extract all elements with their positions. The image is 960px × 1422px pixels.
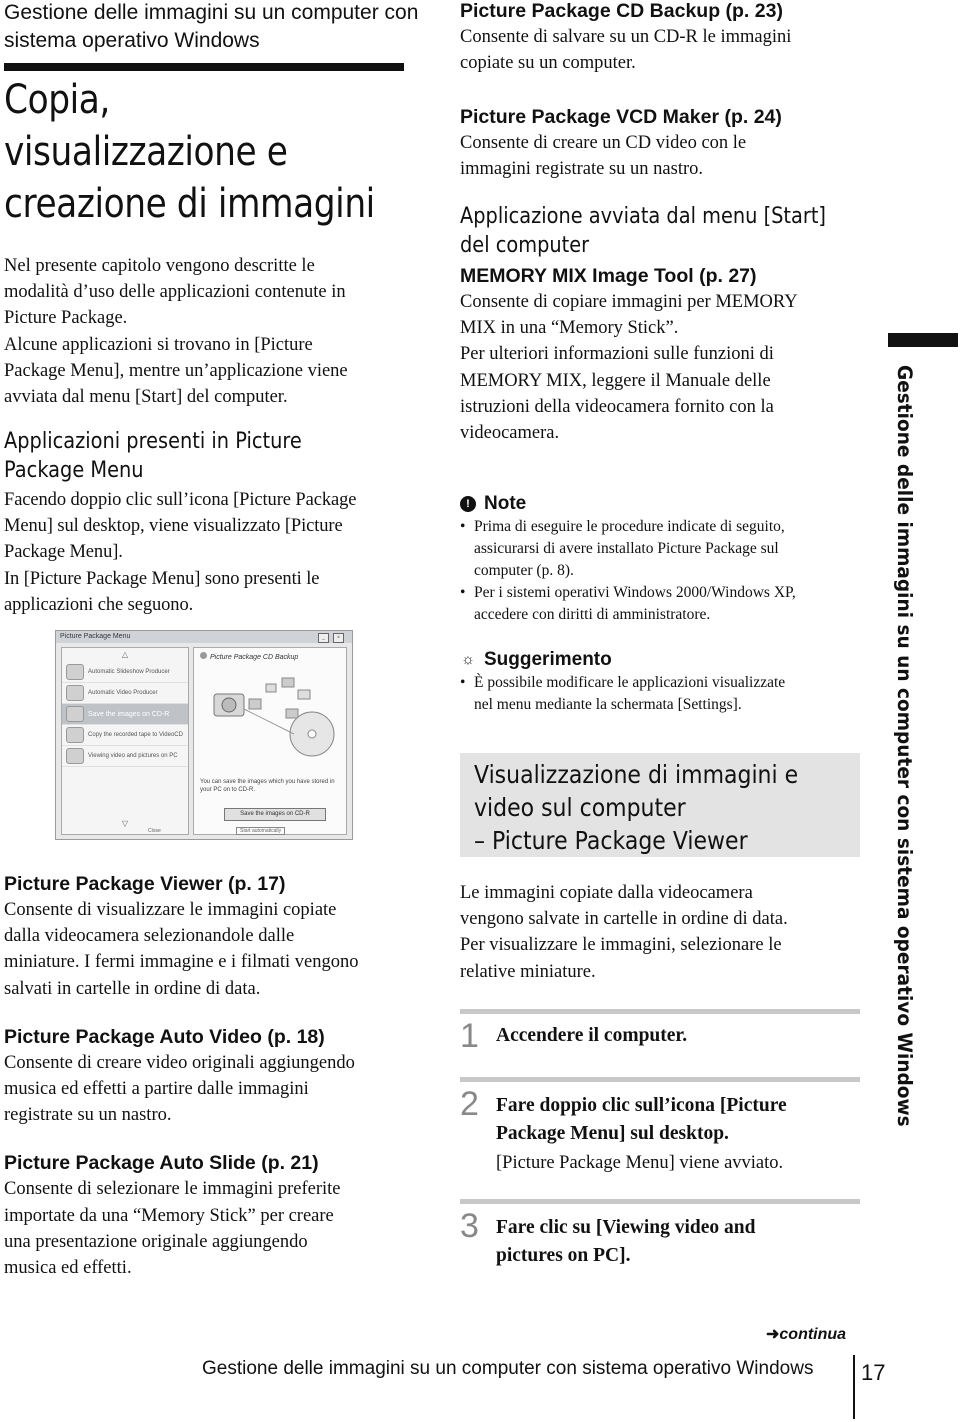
section-header-line-2: sistema operativo Windows <box>4 29 260 52</box>
heading-line: Applicazioni presenti in Picture <box>4 429 302 454</box>
screenshot-footer-right: Start automatically <box>236 827 285 835</box>
app-line: Consente di salvare su un CD-R le immagini <box>460 27 792 47</box>
note-icon: ! <box>460 496 476 512</box>
screenshot-footer-left: Close <box>148 828 161 834</box>
detail-title: Picture Package CD Backup <box>200 652 298 661</box>
body-line: Package Menu]. <box>4 542 123 563</box>
app-line: salvati in cartelle in ordine di data. <box>4 978 261 999</box>
app-title: MEMORY MIX Image Tool (p. 27) <box>460 265 757 287</box>
menu-item: Viewing video and pictures on PC <box>62 746 188 767</box>
continue-label: continua <box>779 1326 847 1343</box>
menu-list <box>61 647 189 835</box>
heading-line: – Picture Package Viewer <box>474 826 748 855</box>
viewer-intro-line: vengono salvate in cartelle in ordine di data. <box>460 909 788 930</box>
note-line: accedere con diritti di amministratore. <box>474 606 711 623</box>
page-title <box>4 74 435 230</box>
window-titlebar <box>56 631 352 643</box>
note-item <box>460 516 862 582</box>
app-line: Per ulteriori informazioni sulle funzioni di <box>460 344 774 365</box>
app-entry <box>4 1024 404 1129</box>
step-note: [Picture Package Menu] viene avviato. <box>496 1153 784 1173</box>
step-number: 1 <box>460 1017 479 1055</box>
save-button: Save the images on CD-R <box>224 808 326 821</box>
scroll-down-icon: ▽ <box>121 819 129 828</box>
app-line: dalla videocamera selezionandole dalle <box>4 926 295 947</box>
app-line: musica ed effetti a partire dalle immagini <box>4 1079 309 1100</box>
footer-section-title: Gestione delle immagini su un computer con sistema operativo Windows <box>202 1358 814 1379</box>
app-line: miniature. I fermi immagine e i filmati vengono <box>4 952 359 973</box>
start-section-heading <box>460 202 876 260</box>
picture-package-menu-screenshot <box>55 630 353 840</box>
step-body <box>496 1022 687 1050</box>
viewer-intro <box>460 880 862 985</box>
app-entry <box>4 1150 404 1281</box>
detail-description: You can save the images which you have stored in your PC on to CD-R. <box>200 779 335 793</box>
tip-line: • È possibile modificare le applicazioni visualizzate <box>474 674 786 691</box>
side-tab-label <box>892 365 922 1127</box>
page-title-line: visualizzazione e <box>4 129 288 175</box>
tip-item <box>460 672 862 716</box>
camera-to-cd-illustration <box>194 664 346 774</box>
minimize-icon: _ <box>318 633 329 643</box>
note-item <box>460 582 862 626</box>
body-line: In [Picture Package Menu] sono presenti le <box>4 568 320 589</box>
menu-section-body <box>4 487 408 618</box>
app-line: Consente di visualizzare le immagini copiate <box>4 900 337 920</box>
step-rule <box>460 1199 860 1204</box>
step-line: Fare doppio clic sull’icona [Picture <box>496 1095 787 1116</box>
slideshow-icon <box>66 664 84 680</box>
app-line: MIX in una “Memory Stick”. <box>460 318 679 339</box>
app-title: Picture Package CD Backup (p. 23) <box>460 0 783 22</box>
step-body <box>496 1092 787 1176</box>
note-heading <box>460 492 862 516</box>
step-line: pictures on PC]. <box>496 1245 631 1266</box>
page-title-line: creazione di immagini <box>4 181 375 227</box>
step-line: Fare clic su [Viewing video and <box>496 1217 756 1238</box>
heading-line: video sul computer <box>474 793 686 822</box>
app-line: registrate su un nastro. <box>4 1105 172 1126</box>
backup-icon <box>200 652 207 659</box>
app-title: Picture Package VCD Maker (p. 24) <box>460 106 782 128</box>
page-number: 17 <box>861 1360 886 1385</box>
heading-line: Visualizzazione di immagini e <box>474 760 799 789</box>
tip-block <box>460 648 862 716</box>
continue-indicator <box>766 1324 846 1344</box>
header-rule <box>4 63 404 71</box>
app-line: istruzioni della videocamera fornito con la <box>460 396 774 417</box>
tape-icon <box>66 727 84 743</box>
viewer-heading <box>474 758 842 857</box>
app-line: Consente di creare un CD video con le <box>460 133 747 153</box>
close-icon: × <box>333 633 344 643</box>
app-entry <box>460 0 860 76</box>
menu-item: Copy the recorded tape to VideoCD <box>62 725 188 746</box>
app-line: copiate su un computer. <box>460 53 636 74</box>
app-line: videocamera. <box>460 423 560 444</box>
cd-icon <box>66 706 84 722</box>
app-entry <box>4 871 404 1002</box>
note-block <box>460 492 862 626</box>
menu-item-selected: Save the images on CD-R <box>62 704 188 725</box>
viewer-intro-line: Le immagini copiate dalla videocamera <box>460 883 753 903</box>
viewer-intro-line: Per visualizzare le immagini, selezionare le <box>460 935 782 956</box>
app-title: Picture Package Auto Video (p. 18) <box>4 1025 325 1048</box>
side-tab-text: Gestione delle immagini su un computer con sistema operativo Windows <box>893 365 916 1127</box>
detail-pane <box>193 647 347 835</box>
app-entry <box>460 104 860 182</box>
body-line: applicazioni che seguono. <box>4 594 194 615</box>
app-line: MEMORY MIX, leggere il Manuale delle <box>460 370 771 391</box>
body-line: Menu] sul desktop, viene visualizzato [Picture <box>4 516 343 537</box>
heading-line: Applicazione avviata dal menu [Start] <box>460 204 826 229</box>
menu-item: Automatic Slideshow Producer <box>62 662 188 683</box>
side-tab-marker <box>888 333 958 347</box>
page-title-line: Copia, <box>4 77 110 123</box>
footer-separator <box>853 1355 855 1419</box>
intro-line: modalità d’uso delle applicazioni contenute in <box>4 282 346 303</box>
scroll-up-icon: △ <box>121 650 129 659</box>
arrow-right-icon: ➜ <box>766 1326 780 1343</box>
app-line: una presentazione originale aggiungendo <box>4 1231 308 1252</box>
note-line: • Per i sistemi operativi Windows 2000/Windows XP, <box>474 584 796 601</box>
app-line: Consente di creare video originali aggiungendo <box>4 1052 355 1073</box>
app-title: Picture Package Auto Slide (p. 21) <box>4 1152 319 1175</box>
app-list-left <box>4 871 404 1281</box>
section-header <box>4 0 419 55</box>
tip-heading <box>460 648 862 672</box>
note-line: assicurarsi di avere installato Picture Package sul <box>474 540 779 557</box>
step-rule <box>460 1077 860 1082</box>
viewer-intro-line: relative miniature. <box>460 961 596 982</box>
menu-section-heading <box>4 427 342 485</box>
step-rule <box>460 1009 860 1014</box>
step-line: Package Menu] sul desktop. <box>496 1123 729 1144</box>
app-line: Consente di copiare immagini per MEMORY <box>460 292 798 312</box>
body-line: Facendo doppio clic sull’icona [Picture Package <box>4 490 357 510</box>
lightbulb-icon: ☼ <box>461 652 475 668</box>
app-line: importate da una “Memory Stick” per creare <box>4 1205 334 1226</box>
tip-line: nel menu mediante la schermata [Settings]. <box>474 696 742 713</box>
step-line: Accendere il computer. <box>496 1025 688 1046</box>
note-line: computer (p. 8). <box>474 562 574 579</box>
step-number: 2 <box>460 1085 479 1123</box>
menu-item: Automatic Video Producer <box>62 683 188 704</box>
intro-line: avviata dal menu [Start] del computer. <box>4 387 288 408</box>
section-header-line-1: Gestione delle immagini su un computer con <box>4 1 419 24</box>
intro-line: Package Menu], mentre un’applicazione viene <box>4 360 348 381</box>
intro-line: Picture Package. <box>4 308 128 329</box>
viewer-icon <box>66 748 84 764</box>
app-line: Consente di selezionare le immagini preferite <box>4 1179 341 1200</box>
intro-paragraph <box>4 253 404 410</box>
window-title: Picture Package Menu <box>60 633 131 640</box>
step-number: 3 <box>460 1207 479 1245</box>
intro-line: Alcune applicazioni si trovano in [Picture <box>4 334 313 355</box>
step-body <box>496 1214 755 1270</box>
app-title: Picture Package Viewer (p. 17) <box>4 873 286 895</box>
app-line: immagini registrate su un nastro. <box>460 159 704 180</box>
app-line: musica ed effetti. <box>4 1258 132 1279</box>
note-label: Note <box>484 493 527 514</box>
intro-line: Nel presente capitolo vengono descritte le <box>4 256 315 276</box>
tip-label: Suggerimento <box>484 649 612 670</box>
note-line: • Prima di eseguire le procedure indicate di seguito, <box>474 518 785 535</box>
heading-line: del computer <box>460 233 590 258</box>
heading-line: Package Menu <box>4 458 144 483</box>
video-icon <box>66 685 84 701</box>
app-entry <box>460 263 860 446</box>
viewer-heading-box <box>460 753 860 857</box>
